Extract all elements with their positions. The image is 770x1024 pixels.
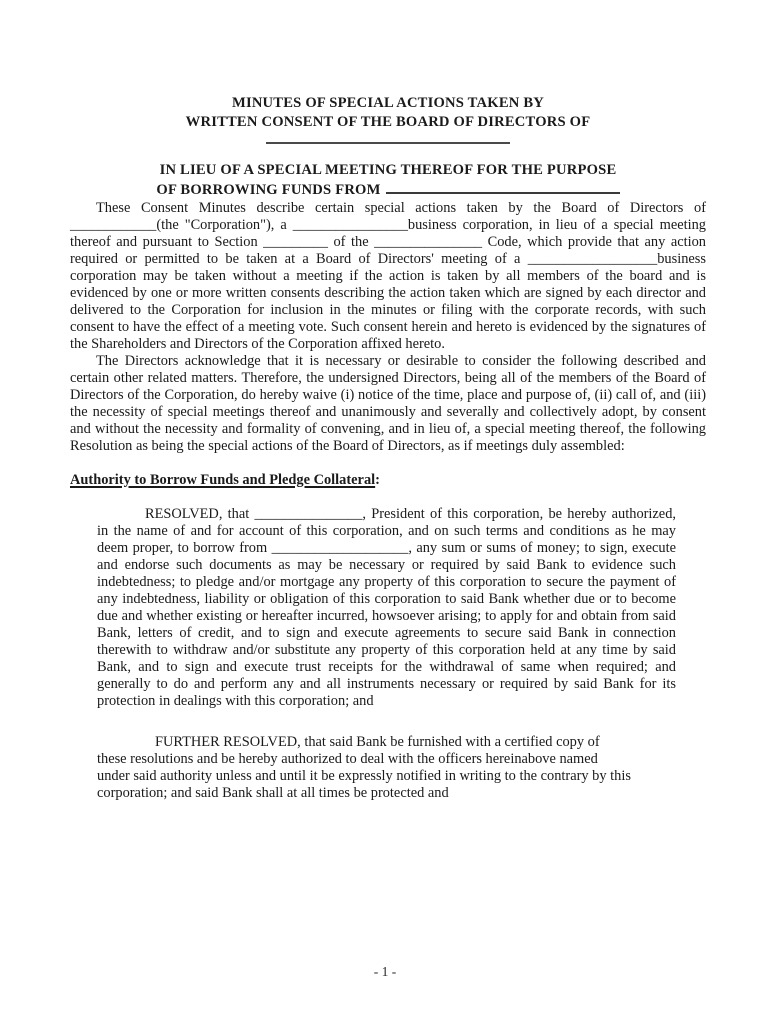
section-heading-colon: :	[375, 472, 380, 488]
waiver-paragraph: The Directors acknowledge that it is necessary or desirable to consider the following described and certain other related matters. Therefore, the undersigned Directors, being all of the members of the Board of Directors of the Corporation, do hereby waive (i) notice of the time, place and purpose of, (ii) call of, and (iii) the necessity of special meetings thereof and unanimously and severally and collectively adopt, by consent and without the necessity and formality of convening, and in lieu of, a special meeting thereof, the following Resolution as being the special actions of the Board of Directors, as if meetings duly assembled:	[70, 353, 706, 454]
further-resolution-paragraph: FURTHER RESOLVED, that said Bank be furnished with a certified copy of these resolutions and be hereby authorized to deal with the officers hereinabove named under said authority unless and until it be expressly notified in writing to the contrary by this corporation; and said Bank shall at all times be protected and	[97, 734, 631, 801]
document-title-line1: MINUTES OF SPECIAL ACTIONS TAKEN BY	[231, 95, 545, 111]
document-subtitle	[70, 161, 706, 200]
resolution-paragraph: RESOLVED, that _______________, President of this corporation, be hereby authorized, in the name of and for account of this corporation, and on such terms and conditions as he may deem proper, to borrow from ___________________, any sum or sums of money; to sign, execute and endorse such documents as may be necessary or required by said Bank to evidence such indebtedness; to pledge and/or mortgage any property of this corporation to secure the payment of any indebtedness, liability or obligation of this corporation to said Bank whether due or to become due and whether existing or hereafter incurred, howsoever arising; to apply for and obtain from said Bank, letters of credit, and to sign and execute agreements to secure said Bank in connection therewith to withdraw and/or substitute any property of this corporation held at any time by said Bank, and to sign and execute trust receipts for the withdrawal of same when required; and generally to do and perform any and all instruments necessary or required by said Bank for its protection in dealings with this corporation; and	[97, 506, 676, 709]
page-number: - 1 -	[373, 964, 397, 979]
document-subtitle-line1: IN LIEU OF A SPECIAL MEETING THEREOF FOR THE PURPOSE	[159, 162, 617, 178]
document-title-line2: WRITTEN CONSENT OF THE BOARD OF DIRECTORS OF	[185, 114, 591, 130]
intro-paragraph: These Consent Minutes describe certain special actions taken by the Board of Directors of ____________(the "Corporation"), a ________________business corporation, in lieu of a special meeting thereof and pursuant to Section _________ of the _______________ Code, which provide that any action required or permitted to be taken at a Board of Directors' meeting of a __________________business corporation may be taken without a meeting if the action is taken by all members of the board and is evidenced by one or more written consents describing the action taken which are signed by each director and delivered to the Corporation for inclusion in the minutes or filing with the corporate records, with such consent to have the effect of a meeting vote. Such consent herein and hereto is evidenced by the signatures of the Shareholders and Directors of the Corporation affixed hereto.	[70, 200, 706, 352]
lender-name-blank	[386, 180, 620, 194]
document-subtitle-line2	[70, 180, 706, 200]
section-heading-text: Authority to Borrow Funds and Pledge Collateral	[70, 472, 376, 488]
section-heading	[70, 472, 706, 489]
corporation-name-blank	[266, 142, 510, 144]
subtitle-line2-text: OF BORROWING FUNDS FROM	[156, 182, 381, 198]
